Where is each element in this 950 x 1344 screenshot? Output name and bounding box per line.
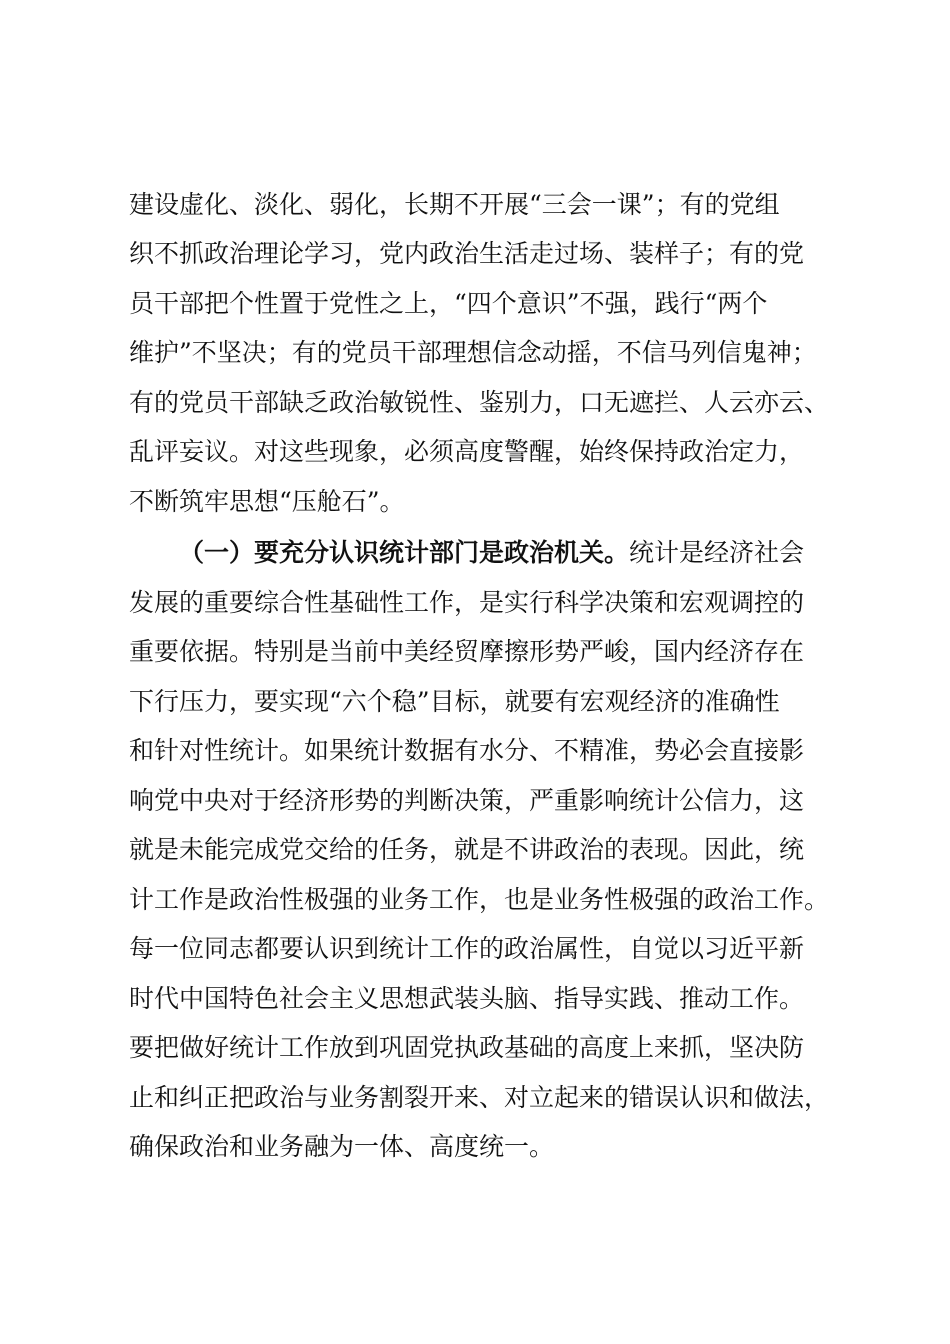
paragraph-2-line-7: 就是未能完成党交给的任务，就是不讲政治的表现。因此，统	[129, 835, 805, 864]
paragraph-2-line-8: 计工作是政治性极强的业务工作，也是业务性极强的政治工作。	[129, 885, 830, 914]
paragraph-1-line-1: 建设虚化、淡化、弱化，长期不开展“三会一课”；有的党组	[129, 190, 780, 219]
paragraph-2-line-3: 重要依据。特别是当前中美经贸摩擦形势严峻，国内经济存在	[129, 637, 805, 666]
paragraph-2-line-1	[179, 538, 804, 568]
paragraph-1-line-3: 员干部把个性置于党性之上，“四个意识”不强，践行“两个	[129, 289, 768, 318]
paragraph-2-line-9: 每一位同志都要认识到统计工作的政治属性，自觉以习近平新	[129, 934, 805, 963]
paragraph-2-line-2: 发展的重要综合性基础性工作，是实行科学决策和宏观调控的	[129, 588, 805, 617]
paragraph-2-line-10: 时代中国特色社会主义思想武装头脑、指导实践、推动工作。	[129, 984, 805, 1013]
paragraph-2-line-11: 要把做好统计工作放到巩固党执政基础的高度上来抓，坚决防	[129, 1033, 805, 1062]
paragraph-2-line-6: 响党中央对于经济形势的判断决策，严重影响统计公信力，这	[129, 786, 805, 815]
paragraph-1-line-5: 有的党员干部缺乏政治敏锐性、鉴别力，口无遮拦、人云亦云、	[129, 388, 830, 417]
paragraph-1-line-7: 不断筑牢思想“压舱石”。	[129, 487, 405, 516]
paragraph-1-line-2: 织不抓政治理论学习，党内政治生活走过场、装样子；有的党	[129, 239, 805, 268]
paragraph-2-line-12: 止和纠正把政治与业务割裂开来、对立起来的错误认识和做法，	[129, 1083, 830, 1112]
paragraph-2-line-13: 确保政治和业务融为一体、高度统一。	[129, 1132, 555, 1161]
paragraph-2-line-5: 和针对性统计。如果统计数据有水分、不精准，势必会直接影	[129, 736, 805, 765]
paragraph-1-line-4: 维护”不坚决；有的党员干部理想信念动摇，不信马列信鬼神；	[129, 338, 817, 367]
paragraph-2-first-line-text: 统计是经济社会	[629, 538, 805, 567]
section-heading: （一）要充分认识统计部门是政治机关。	[179, 538, 630, 567]
paragraph-1-line-6: 乱评妄议。对这些现象，必须高度警醒，始终保持政治定力，	[129, 437, 805, 466]
paragraph-2-line-4: 下行压力，要实现“六个稳”目标，就要有宏观经济的准确性	[129, 687, 780, 716]
